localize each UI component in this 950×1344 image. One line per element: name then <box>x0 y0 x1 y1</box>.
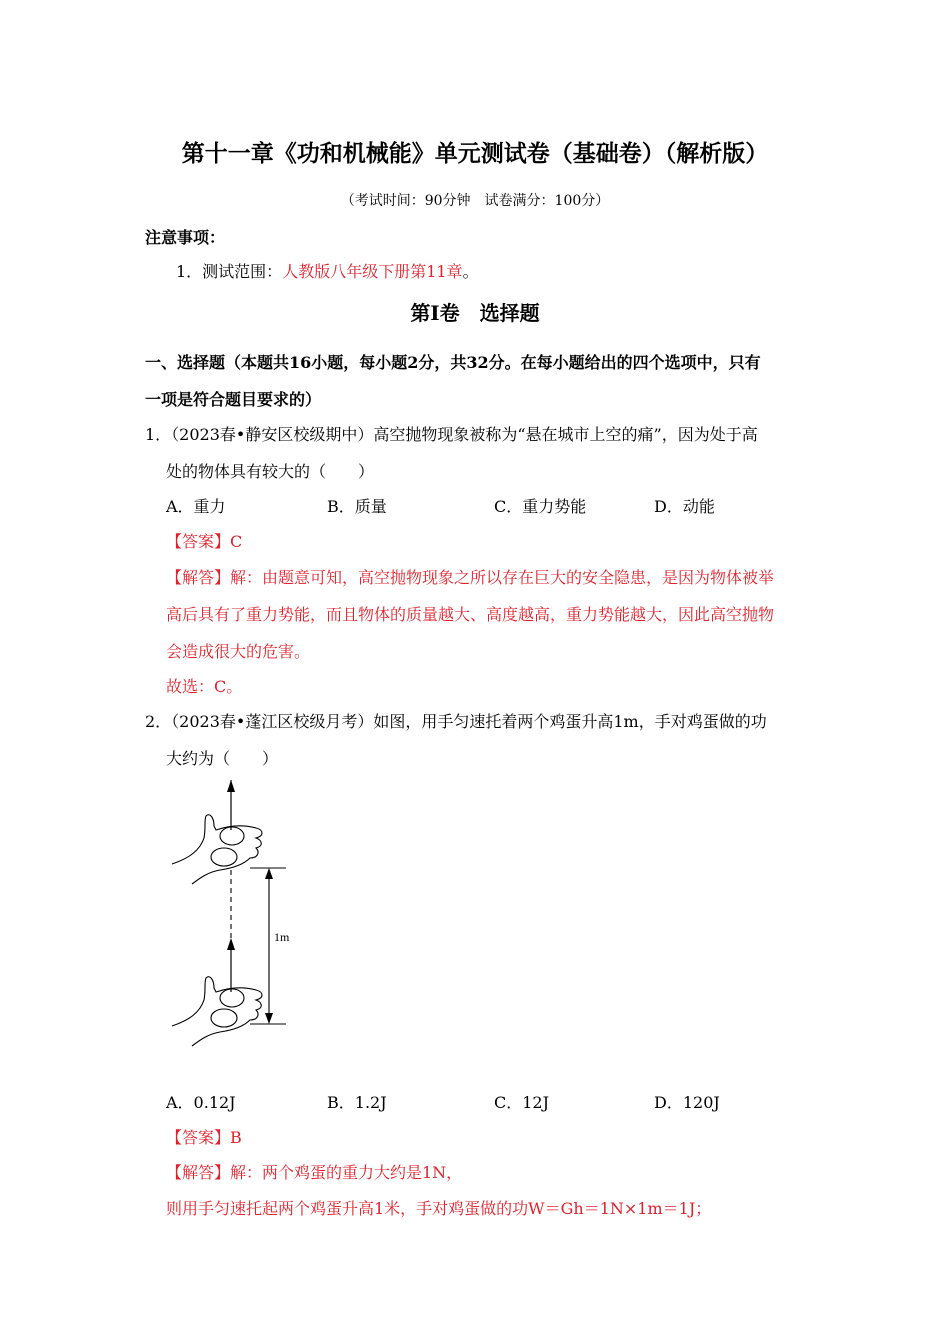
question-2-analysis-line-1: 【解答】解：两个鸡蛋的重力大约是1N， <box>166 1163 463 1182</box>
lift-arrow-bottom-head <box>227 938 235 950</box>
question-2-option-d: D．120J <box>654 1093 720 1112</box>
question-2-analysis-line-2: 则用手匀速托起两个鸡蛋升高1米，手对鸡蛋做的功W＝Gh＝1N×1m＝1J； <box>166 1199 712 1218</box>
question-2-line-1: 2．（2023春•蓬江区校级月考）如图，用手匀速托着两个鸡蛋升高1m，手对鸡蛋做的功 <box>145 712 767 731</box>
egg-lower-1 <box>220 989 244 1007</box>
question-1-analysis-line-2: 高后具有了重力势能，而且物体的质量越大、高度越高，重力势能越大，因此高空抛物 <box>166 605 775 624</box>
question-1-answer: 【答案】C <box>166 532 243 551</box>
question-1-option-c: C．重力势能 <box>494 497 587 516</box>
question-1-option-b: B．质量 <box>327 497 387 516</box>
hand-lower <box>172 977 262 1046</box>
question-1-analysis-line-3: 会造成很大的危害。 <box>166 642 311 661</box>
question-1-option-d: D．动能 <box>654 497 715 516</box>
question-1-option-a: A．重力 <box>166 497 226 516</box>
egg-upper-1 <box>220 827 244 845</box>
question-2-figure <box>160 778 310 1058</box>
part-heading-line-1: 一、选择题（本题共16小题，每小题2分，共32分。在每小题给出的四个选项中，只有 <box>145 353 761 372</box>
question-2-option-c: C．12J <box>494 1093 550 1112</box>
question-1-line-2: 处的物体具有较大的（ ） <box>166 462 375 481</box>
notice-item-1-scope: 人教版八年级下册第11章 <box>282 262 463 281</box>
page-title: 第十一章《功和机械能》单元测试卷（基础卷）（解析版） <box>181 140 769 167</box>
notice-item-1-suffix: 。 <box>462 262 479 281</box>
lift-arrow-top-head <box>227 780 235 792</box>
egg-upper-2 <box>211 848 237 866</box>
notice-item-1-prefix: 1．测试范围： <box>176 262 283 281</box>
question-2-line-2: 大约为（ ） <box>166 749 279 768</box>
question-2-option-b: B．1.2J <box>327 1093 387 1112</box>
question-1-analysis-line-1: 【解答】解：由题意可知，高空抛物现象之所以存在巨大的安全隐患，是因为物体被举 <box>166 568 775 587</box>
notice-item-1 <box>176 262 479 282</box>
question-1-analysis-line-4: 故选：C。 <box>166 677 243 696</box>
question-1-line-1: 1．（2023春•静安区校级期中）高空抛物现象被称为“悬在城市上空的痛”，因为处于高 <box>145 425 758 444</box>
question-2-answer: 【答案】B <box>166 1128 242 1147</box>
part-heading-line-2: 一项是符合题目要求的） <box>145 390 322 409</box>
egg-lower-2 <box>211 1009 237 1027</box>
section-title: 第Ⅰ卷 选择题 <box>410 301 540 325</box>
question-2-option-a: A．0.12J <box>166 1093 236 1112</box>
hand-upper <box>172 815 262 884</box>
dimension-arrow-bottom <box>265 1013 273 1024</box>
dimension-label: 1m <box>274 930 290 944</box>
dimension-arrow-top <box>265 868 273 879</box>
exam-info: （考试时间：90分钟 试卷满分：100分） <box>340 193 610 209</box>
notice-heading: 注意事项： <box>145 228 226 247</box>
